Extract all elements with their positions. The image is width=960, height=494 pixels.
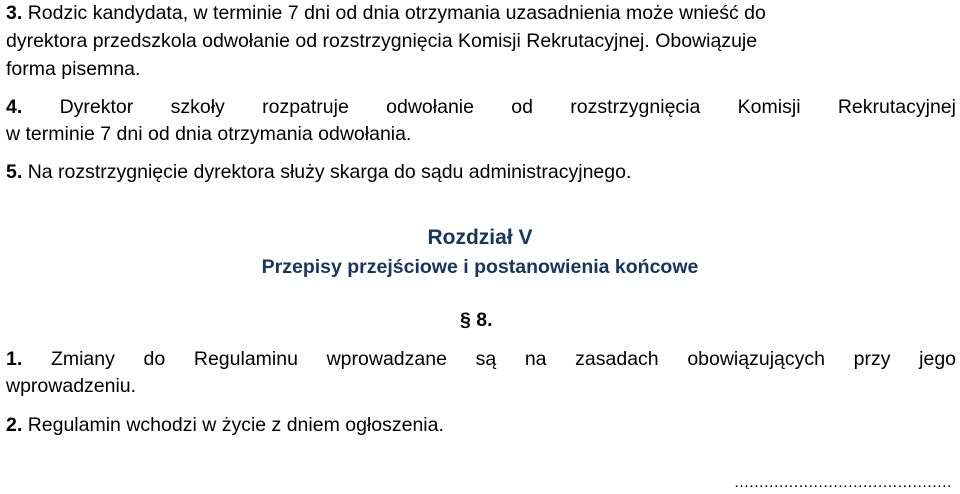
paragraph-5-number: 5. [6, 161, 23, 183]
paragraph-4-line-2 [6, 121, 956, 147]
paragraph-3-text-2: dyrektora przedszkola odwołanie od rozstrzygnięcia Komisji Rekrutacyjnej. Obowiązuje [6, 30, 758, 52]
paragraph-3-line-1 [6, 0, 956, 26]
paragraph-3-line-3 [6, 56, 956, 82]
final-paragraph-1-line-2 [6, 373, 956, 399]
final-paragraph-1-text-1: Zmiany do Regulaminu wprowadzane są na zasadach obowiązujących przy jego [50, 348, 957, 370]
paragraph-5-text: Na rozstrzygnięcie dyrektora służy skarga do sądu administracyjnego. [27, 161, 632, 183]
paragraph-4-number: 4. [6, 96, 23, 118]
final-paragraph-1-number: 1. [6, 348, 23, 370]
final-paragraph-2-text: Regulamin wchodzi w życie z dniem ogłoszenia. [27, 414, 444, 436]
paragraph-4-line-1 [6, 94, 956, 120]
final-paragraph-1-text-2: wprowadzeniu. [6, 375, 137, 397]
paragraph-3-text-1: Rodzic kandydata, w terminie 7 dni od dnia otrzymania uzasadnienia może wnieść do [27, 2, 766, 24]
paragraph-4-text-2: w terminie 7 dni od dnia otrzymania odwołania. [6, 123, 412, 145]
section-symbol: § 8. [460, 309, 493, 331]
paragraph-3-line-2 [6, 28, 956, 54]
chapter-title: Rozdział V [427, 226, 533, 249]
paragraph-5 [6, 159, 956, 185]
paragraph-3-text-3: forma pisemna. [6, 58, 141, 80]
final-paragraph-2-number: 2. [6, 414, 23, 436]
final-paragraph-2 [6, 412, 956, 438]
paragraph-4-text-1: Dyrektor szkoły rozpatruje odwołanie od rozstrzygnięcia Komisji Rekrutacyjnej [59, 96, 956, 118]
final-paragraph-1-line-1 [6, 346, 956, 372]
signature-dots: ............................................ [734, 474, 952, 491]
chapter-subtitle: Przepisy przejściowe i postanowienia końcowe [261, 256, 699, 278]
paragraph-3-number: 3. [6, 2, 23, 24]
